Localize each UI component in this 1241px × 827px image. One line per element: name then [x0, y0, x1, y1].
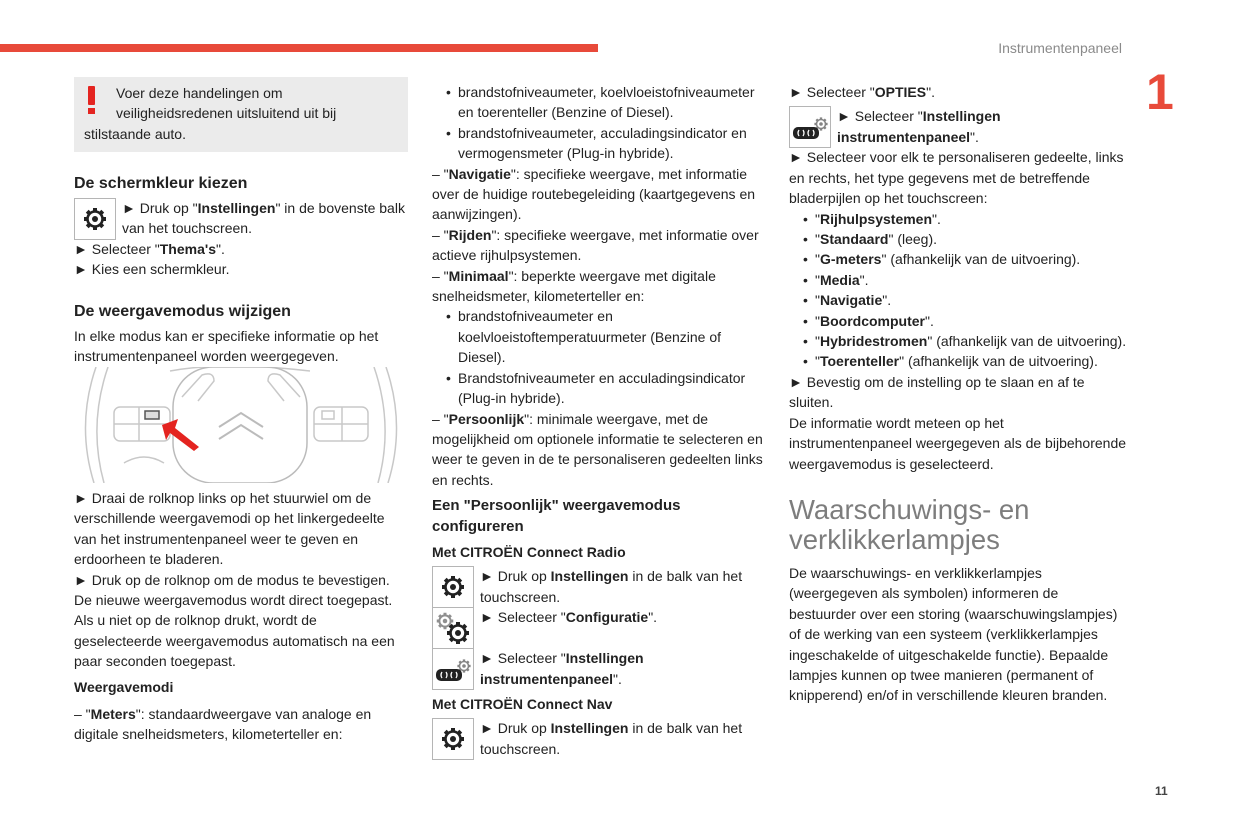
instruction-step: [74, 198, 408, 239]
text: – ": [74, 705, 91, 722]
emphasized-text: Rijden: [448, 226, 492, 243]
emphasized-text: Rijhulpsystemen: [819, 210, 933, 227]
text: in de balk van het touchscreen.: [480, 568, 743, 605]
text: ": specifieke weergave, met informatie over de huidige routebegeleiding (kaartgegevens en aanwijzingen).: [432, 165, 756, 223]
text: brandstofniveaumeter en koelvloeistoftemperatuurmeter (Benzine of Diesel).: [458, 308, 722, 366]
settings-icon: [432, 718, 474, 760]
emphasized-text: Configuratie: [565, 609, 649, 626]
text: in de balk van het touchscreen.: [480, 720, 743, 757]
settings-icon: [432, 566, 474, 608]
emphasized-text: Persoonlijk: [448, 410, 525, 427]
text: ": standaardweergave van analoge en digitale snelheidsmeters, kilometerteller en:: [74, 705, 372, 743]
section-heading: [432, 542, 764, 562]
text: " (afhankelijk van de uitvoering).: [899, 353, 1098, 370]
warning-icon: [84, 83, 116, 123]
instrument-panel-settings-icon: [432, 648, 474, 690]
text: In elke modus kan er specifieke informatie op het instrumentenpaneel worden weergegeven.: [74, 327, 379, 365]
emphasized-text: Navigatie: [448, 165, 511, 182]
list-item: [432, 368, 764, 409]
text: ► Selecteer ": [74, 241, 160, 257]
column-1: [74, 77, 408, 745]
column-2: [432, 82, 764, 759]
paragraph: [789, 413, 1127, 474]
text: ".: [648, 609, 658, 626]
text: ► Selecteer voor elk te personaliseren gedeelte, links en rechts, het type gegevens met de betreffende bladerpijlen op het touchscreen:: [789, 149, 1124, 207]
emphasized-text: Boordcomputer: [819, 312, 925, 329]
section-heading: [74, 677, 408, 697]
emphasized-text: Navigatie: [819, 292, 883, 309]
instrument-panel-settings-icon: [789, 106, 831, 148]
instruction-step: [789, 106, 1127, 147]
list-item: [432, 82, 764, 123]
emphasized-text: Media: [819, 271, 860, 288]
text: ► Kies een schermkleur.: [74, 261, 230, 278]
text: ► Selecteer ": [480, 650, 566, 667]
paragraph: [74, 239, 408, 259]
text: ► Selecteer ": [480, 609, 566, 626]
paragraph: [74, 570, 408, 590]
text: Een "Persoonlijk" weergavemodus configureren: [432, 497, 681, 536]
text: De nieuwe weergavemodus wordt direct toegepast.: [74, 592, 393, 609]
text: ► Druk op: [480, 720, 551, 737]
emphasized-text: Thema's: [159, 241, 216, 257]
list-item: [789, 270, 1127, 290]
paragraph: [74, 259, 408, 279]
paragraph: [789, 147, 1127, 208]
list-item: [789, 331, 1127, 351]
list-item: [789, 249, 1127, 269]
text: ": [815, 271, 820, 288]
text: ": [815, 292, 820, 309]
text: ► Selecteer ": [837, 108, 923, 125]
text: ► Draai de rolknop links op het stuurwiel om de verschillende weergavemodi op het linkergedeelte van het instrumentenpaneel weer te geven en erdoorheen te bladeren.: [74, 490, 385, 568]
section-title: Instrumentenpaneel: [998, 40, 1122, 56]
text: ".: [932, 210, 941, 227]
text: Met CITROËN Connect Nav: [432, 696, 613, 713]
list-item: [789, 290, 1127, 310]
section-heading: [432, 495, 764, 537]
text: ": [815, 333, 820, 350]
paragraph: [432, 409, 764, 491]
paragraph: [74, 704, 408, 745]
text: ": [815, 210, 820, 227]
paragraph: [74, 590, 408, 610]
text: ► Druk op: [480, 568, 551, 585]
emphasized-text: Meters: [90, 705, 136, 722]
steering-wheel-image: [74, 367, 408, 488]
paragraph: [74, 610, 408, 671]
text: ► Druk op de rolknop om de modus te bevestigen.: [74, 571, 390, 588]
text: – ": [432, 410, 449, 427]
text: De weergavemodus wijzigen: [74, 302, 291, 320]
text: Met CITROËN Connect Radio: [432, 544, 626, 561]
text: ": specifieke weergave, met informatie over actieve rijhulpsystemen.: [432, 226, 759, 264]
chapter-number: 1: [1146, 64, 1174, 120]
text: ": [815, 312, 820, 329]
text: " (afhankelijk van de uitvoering).: [881, 251, 1081, 268]
list-item: [432, 123, 764, 164]
text: ► Bevestig om de instelling op te slaan en af te sluiten.: [789, 373, 1085, 411]
text: ► Selecteer ": [789, 84, 875, 100]
text: " (afhankelijk van de uitvoering).: [927, 333, 1127, 350]
text: ".: [970, 128, 979, 145]
text: ".: [859, 271, 869, 288]
warning-note: [74, 77, 408, 152]
text: De waarschuwings- en verklikkerlampjes (weergegeven als symbolen) informeren de bestuurder over een storing (waarschuwingslampjes) of de werking van een systeem (verklikkerlampjes ingeschakelde of uitgeschakelde functie). Bepaalde lampjes kunnen op twee manieren (permanent of knipperend) en/of in verschillende kleuren branden.: [789, 564, 1118, 704]
instruction-step: [432, 566, 764, 607]
text: Weergavemodi: [74, 678, 174, 695]
text: – ": [432, 226, 449, 243]
emphasized-text: Minimaal: [448, 267, 509, 284]
section-heading: [789, 495, 1127, 555]
emphasized-text: OPTIES: [874, 84, 927, 100]
settings-icon: [74, 198, 116, 240]
configuration-icon: [432, 607, 474, 649]
text: ": [815, 231, 820, 248]
instruction-step: [432, 718, 764, 759]
text: Waarschuwings- en verklikkerlampjes: [789, 493, 1030, 555]
list-item: [432, 306, 764, 367]
instruction-step: [432, 648, 764, 689]
text: ► Druk op ": [122, 200, 198, 216]
section-heading: [74, 302, 408, 322]
text: Voer deze handelingen om veiligheidsredenen uitsluitend uit bij stilstaande auto.: [84, 85, 337, 142]
text: ".: [926, 84, 935, 100]
text: – ": [432, 165, 449, 182]
text: ": beperkte weergave met digitale snelheidsmeter, kilometerteller en:: [432, 267, 716, 305]
text: ".: [216, 241, 225, 257]
text: " (leeg).: [888, 231, 937, 248]
paragraph: [74, 326, 408, 367]
paragraph: [432, 225, 764, 266]
paragraph: [789, 563, 1127, 706]
section-heading: [432, 694, 764, 714]
section-heading: [74, 174, 408, 194]
emphasized-text: Hybridestromen: [819, 333, 928, 350]
paragraph: [432, 266, 764, 307]
text: Brandstofniveaumeter en acculadingsindicator (Plug-in hybride).: [458, 369, 746, 407]
list-item: [789, 311, 1127, 331]
text: " in de bovenste balk van het touchscreen.: [122, 200, 405, 237]
text: ": [815, 353, 820, 370]
text: De schermkleur kiezen: [74, 175, 248, 192]
page-number: 11: [1155, 784, 1168, 798]
text: ".: [882, 292, 892, 309]
paragraph: [74, 488, 408, 570]
list-item: [789, 229, 1127, 249]
text: brandstofniveaumeter, acculadingsindicator en vermogensmeter (Plug-in hybride).: [458, 124, 747, 162]
text: Als u niet op de rolknop drukt, wordt de geselecteerde weergavemodus automatisch na een paar seconden toegepast.: [74, 612, 395, 670]
emphasized-text: G-meters: [819, 251, 882, 268]
text: – ": [432, 267, 449, 284]
text: ": [815, 251, 820, 268]
emphasized-text: Toerenteller: [819, 353, 900, 370]
text: ": minimale weergave, met de mogelijkheid om optionele informatie te selecteren en weer te geven in de te personaliseren gedeelten links en rechts.: [432, 410, 763, 488]
emphasized-text: Instellingen instrumentenpaneel: [480, 650, 644, 687]
text: De informatie wordt meteen op het instrumentenpaneel weergegeven als de bijbehorende weergavemodus is geselecteerd.: [789, 414, 1127, 472]
text: ".: [613, 670, 622, 687]
list-item: [789, 209, 1127, 229]
instruction-step: [432, 607, 764, 648]
header-accent-bar: [0, 44, 598, 52]
paragraph: [789, 372, 1127, 413]
emphasized-text: Instellingen: [197, 200, 276, 216]
emphasized-text: Instellingen instrumentenpaneel: [837, 108, 1001, 145]
column-3: [789, 82, 1127, 706]
emphasized-text: Instellingen: [550, 720, 629, 737]
paragraph: [432, 164, 764, 225]
emphasized-text: Standaard: [819, 231, 889, 248]
text: ".: [924, 312, 934, 329]
list-item: [789, 351, 1127, 371]
emphasized-text: Instellingen: [550, 568, 629, 585]
paragraph: [789, 82, 1127, 102]
text: brandstofniveaumeter, koelvloeistofniveaumeter en toerenteller (Benzine of Diesel).: [458, 84, 755, 121]
